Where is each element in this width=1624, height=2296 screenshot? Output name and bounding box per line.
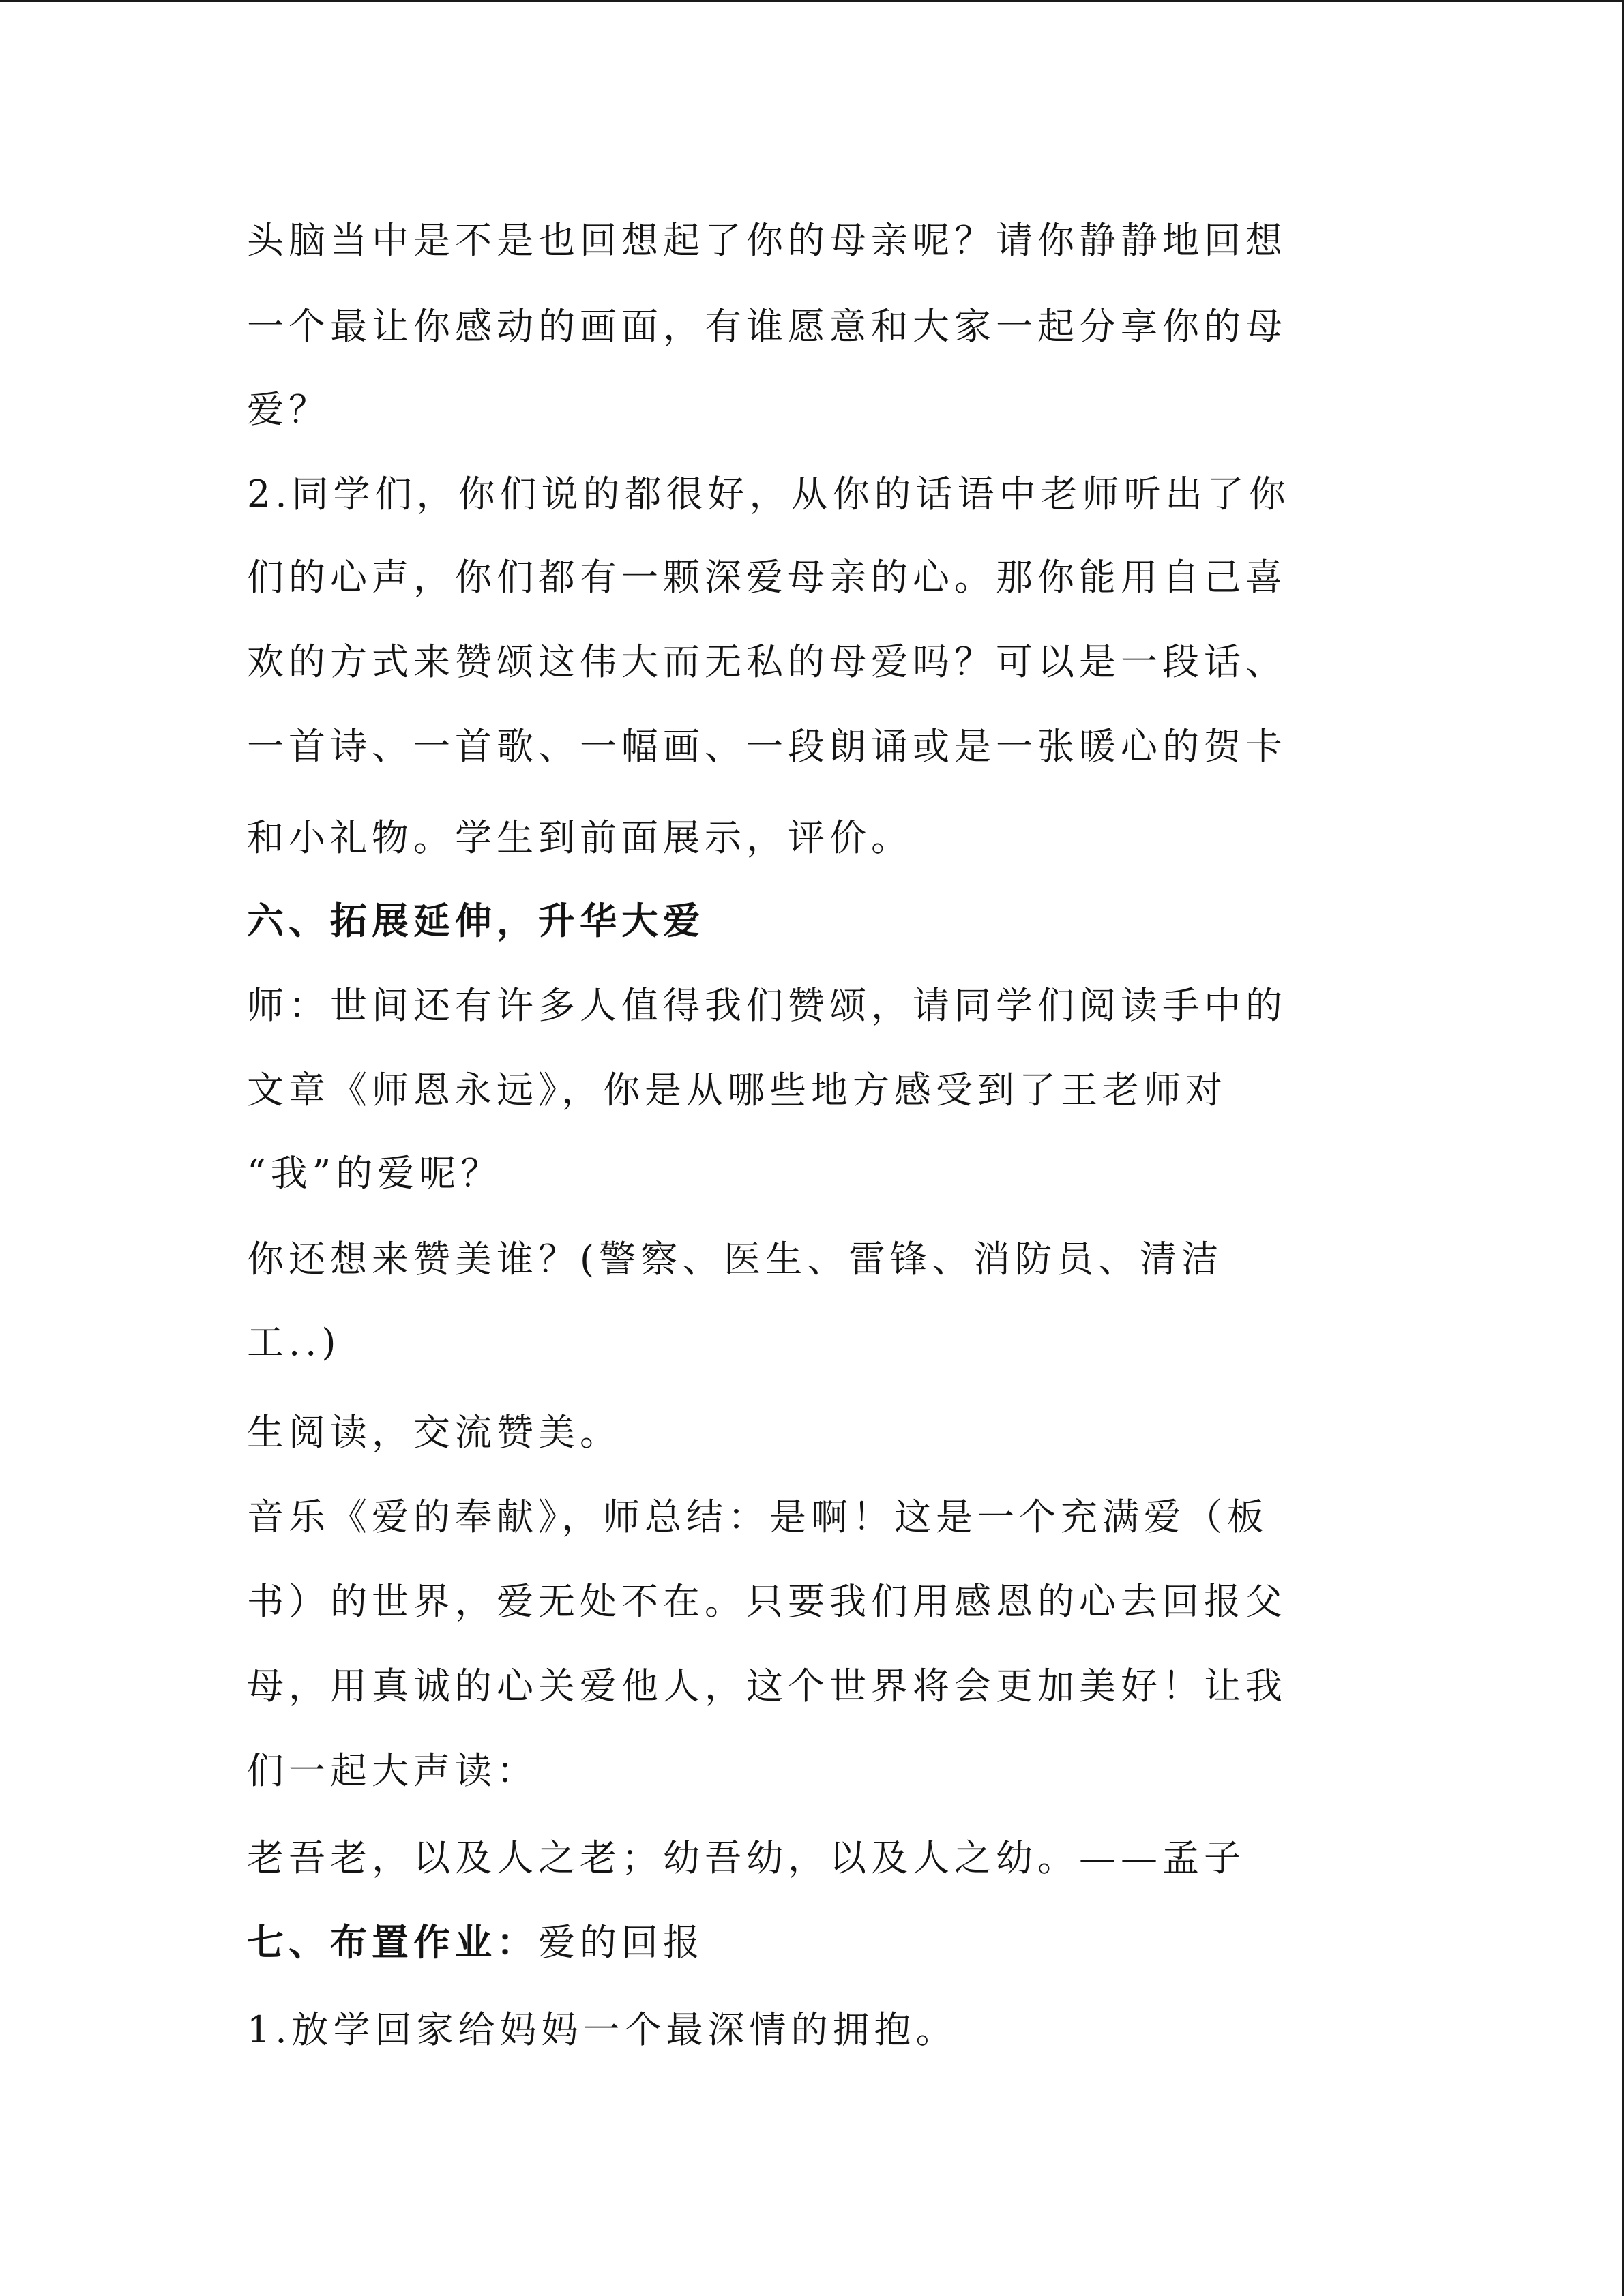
text-line: 一首诗、一首歌、一幅画、一段朗诵或是一张暖心的贺卡	[247, 725, 1287, 768]
text-line: 母，用真诚的心关爱他人，这个世界将会更加美好！让我	[247, 1665, 1287, 1708]
text-line: 音乐《爱的奉献》，师总结：是啊！这是一个充满爱（板	[247, 1495, 1269, 1538]
text-line: 1.放学回家给妈妈一个最深情的拥抱。	[247, 2008, 958, 2051]
section-heading-six: 六、拓展延伸，升华大爱	[247, 899, 705, 942]
text-line: 文章《师恩永远》，你是从哪些地方感受到了王老师对	[247, 1069, 1227, 1112]
text-line: 头脑当中是不是也回想起了你的母亲呢？请你静静地回想	[247, 219, 1287, 262]
text-line: 和小礼物。学生到前面展示，评价。	[247, 816, 913, 859]
text-line: 爱？	[247, 388, 330, 431]
text-line: 老吾老，以及人之老；幼吾幼，以及人之幼。——孟子	[247, 1836, 1245, 1879]
text-line: 工..)	[247, 1321, 341, 1364]
text-line: 你还想来赞美谁？(警察、医生、雷锋、消防员、清洁	[247, 1238, 1224, 1281]
text-line: 们的心声，你们都有一颗深爱母亲的心。那你能用自己喜	[247, 556, 1287, 599]
text-line: 2.同学们，你们说的都很好，从你的话语中老师听出了你	[247, 473, 1290, 516]
text-line: “我”的爱呢？	[247, 1152, 503, 1195]
text-line: 一个最让你感动的画面，有谁愿意和大家一起分享你的母	[247, 305, 1287, 348]
section-heading-seven	[247, 1919, 705, 1967]
section-heading-seven-title: 爱的回报	[538, 1921, 705, 1964]
text-line: 书）的世界，爱无处不在。只要我们用感恩的心去回报父	[247, 1580, 1287, 1623]
text-line: 师：世间还有许多人值得我们赞颂，请同学们阅读手中的	[247, 984, 1287, 1027]
text-line: 生阅读，交流赞美。	[247, 1411, 621, 1454]
text-line: 欢的方式来赞颂这伟大而无私的母爱吗？可以是一段话、	[247, 640, 1287, 683]
section-heading-seven-bold: 七、布置作业：	[247, 1921, 538, 1964]
page-top-border	[0, 0, 1624, 2]
text-line: 们一起大声读：	[247, 1749, 538, 1792]
